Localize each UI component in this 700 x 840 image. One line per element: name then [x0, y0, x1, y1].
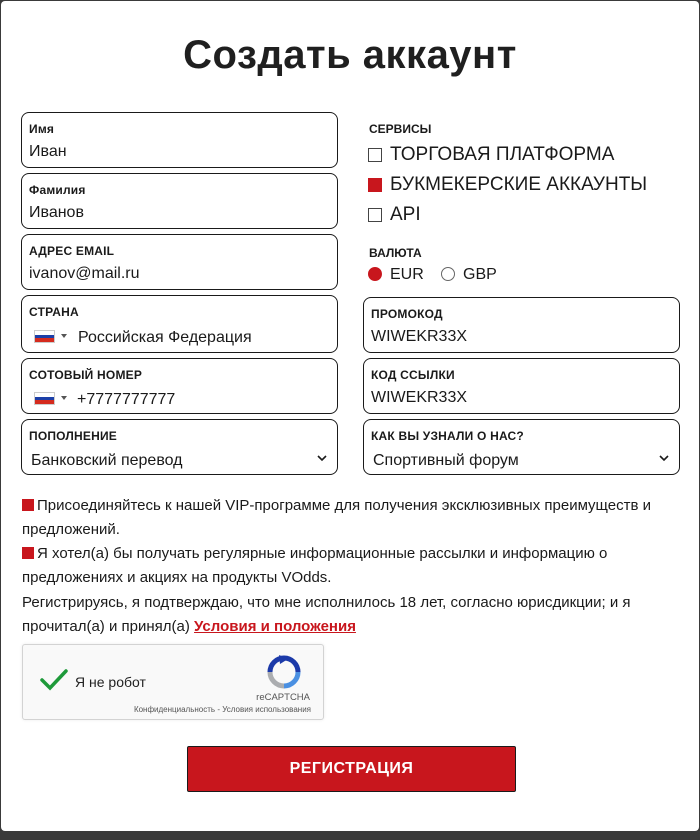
- recaptcha-terms-link[interactable]: Условия использования: [222, 705, 311, 714]
- flag-dropdown-caret-icon[interactable]: [61, 396, 67, 400]
- referral-code-field[interactable]: [363, 358, 680, 414]
- vip-consent-text: Присоединяйтесь к нашей VIP-программе для получения эксклюзивных преимуществ и предложений.: [22, 497, 651, 538]
- terms-consent-text: Регистрируясь, я подтверждаю, что мне исполнилось 18 лет, согласно юрисдикции; и я прочитал(а) и принял(а): [22, 594, 631, 635]
- last-name-value[interactable]: Иванов: [29, 204, 84, 221]
- phone-field[interactable]: [21, 358, 338, 414]
- service-checkbox-api[interactable]: [368, 208, 382, 222]
- flag-dropdown-caret-icon[interactable]: [61, 334, 67, 338]
- terms-consent: [22, 591, 662, 639]
- currency-radio-gbp[interactable]: [441, 267, 455, 281]
- source-value: Спортивный форум: [373, 452, 519, 469]
- deposit-label: ПОПОЛНЕНИЕ: [29, 429, 118, 443]
- currency-label-gbp[interactable]: GBP: [463, 266, 497, 283]
- referral-code-value[interactable]: WIWEKR33X: [371, 389, 468, 406]
- recaptcha-logo-icon: [267, 655, 301, 689]
- newsletter-consent-text: Я хотел(а) бы получать регулярные информационные рассылки и информацию о предложениях и акциях на продукты VOdds.: [22, 545, 608, 586]
- vip-consent[interactable]: [22, 494, 662, 542]
- recaptcha-separator: -: [215, 705, 223, 714]
- vip-consent-checkbox[interactable]: [22, 499, 34, 511]
- services-label: СЕРВИСЫ: [369, 122, 432, 136]
- first-name-label: Имя: [29, 122, 55, 136]
- registration-card: [1, 1, 699, 831]
- terms-link[interactable]: Условия и положения: [194, 618, 356, 635]
- checkmark-icon[interactable]: [39, 667, 69, 693]
- country-label: СТРАНА: [29, 305, 79, 319]
- recaptcha-privacy-link[interactable]: Конфиденциальность: [133, 705, 216, 714]
- referral-code-label: КОД ССЫЛКИ: [371, 368, 455, 382]
- newsletter-consent-checkbox[interactable]: [22, 547, 34, 559]
- recaptcha-label: Я не робот: [75, 674, 146, 690]
- page-title: Создать аккаунт: [183, 33, 517, 77]
- email-field[interactable]: [21, 234, 338, 290]
- chevron-down-icon[interactable]: [316, 453, 328, 463]
- deposit-value: Банковский перевод: [31, 452, 183, 469]
- russia-flag-icon[interactable]: [34, 330, 55, 343]
- recaptcha-widget[interactable]: [22, 644, 324, 720]
- recaptcha-brand: reCAPTCHA: [256, 692, 310, 703]
- email-value[interactable]: ivanov@mail.ru: [29, 265, 140, 282]
- promo-code-value[interactable]: WIWEKR33X: [371, 328, 468, 345]
- promo-code-field[interactable]: [363, 297, 680, 353]
- newsletter-consent[interactable]: [22, 542, 662, 590]
- country-value: Российская Федерация: [78, 329, 252, 346]
- source-select[interactable]: [363, 419, 680, 475]
- promo-code-label: ПРОМОКОД: [371, 307, 443, 321]
- country-select[interactable]: [21, 295, 338, 353]
- phone-value[interactable]: +7777777777: [77, 391, 176, 408]
- deposit-select[interactable]: [21, 419, 338, 475]
- register-button[interactable]: РЕГИСТРАЦИЯ: [187, 746, 516, 792]
- email-label: АДРЕС EMAIL: [29, 244, 115, 258]
- currency-label-eur[interactable]: EUR: [390, 266, 424, 283]
- first-name-value[interactable]: Иван: [29, 143, 67, 160]
- service-checkbox-bookmaker[interactable]: [368, 178, 382, 192]
- chevron-down-icon[interactable]: [658, 453, 670, 463]
- last-name-label: Фамилия: [29, 183, 86, 197]
- recaptcha-links: [134, 705, 311, 714]
- first-name-field[interactable]: [21, 112, 338, 168]
- last-name-field[interactable]: [21, 173, 338, 229]
- source-label: КАК ВЫ УЗНАЛИ О НАС?: [371, 429, 524, 443]
- service-checkbox-trading[interactable]: [368, 148, 382, 162]
- currency-radio-eur[interactable]: [368, 267, 382, 281]
- service-label-bookmaker[interactable]: БУКМЕКЕРСКИЕ АККАУНТЫ: [390, 174, 648, 195]
- currency-label: ВАЛЮТА: [369, 246, 422, 260]
- russia-flag-icon[interactable]: [34, 392, 55, 405]
- service-label-trading[interactable]: ТОРГОВАЯ ПЛАТФОРМА: [390, 144, 615, 165]
- service-label-api[interactable]: API: [390, 204, 421, 225]
- phone-label: СОТОВЫЙ НОМЕР: [29, 368, 143, 382]
